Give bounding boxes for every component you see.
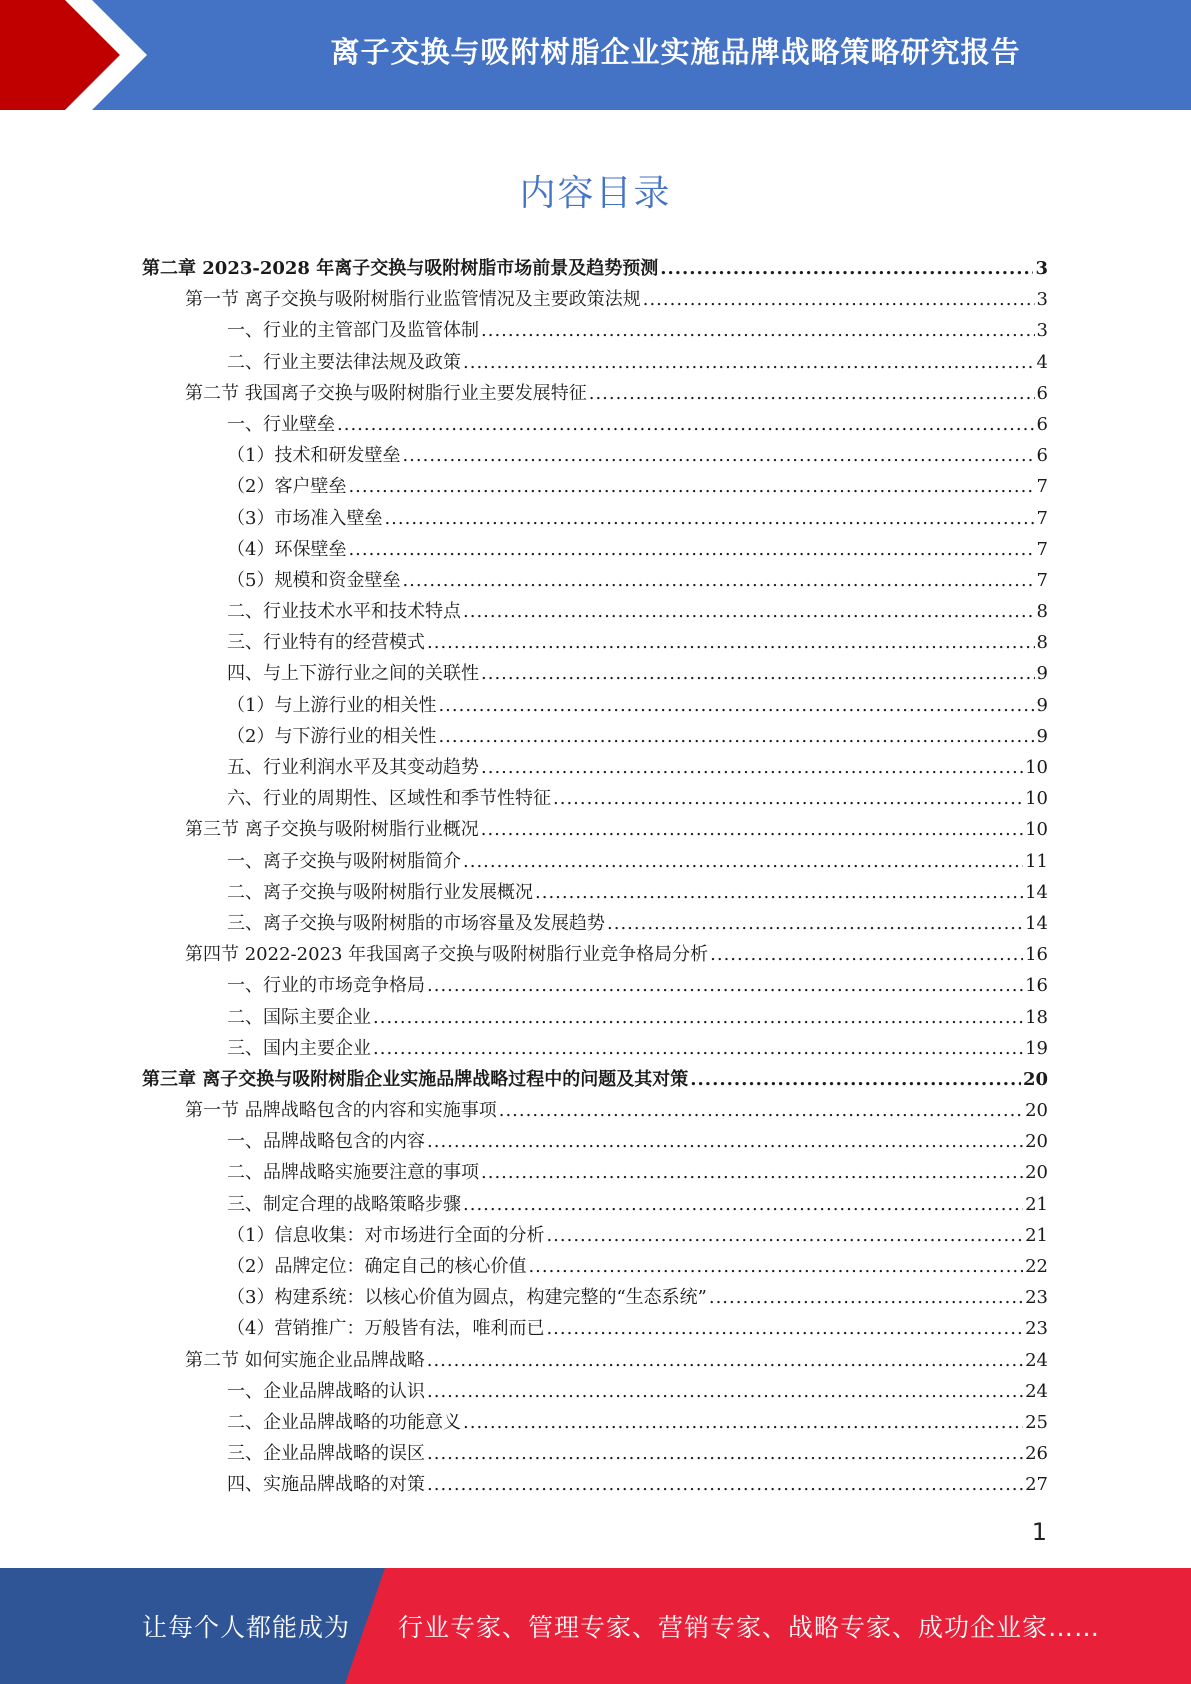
toc-entry-page: 10: [1025, 788, 1048, 810]
toc-entry-title: 三、国内主要企业: [227, 1037, 371, 1059]
toc-entry-page: 9: [1036, 694, 1048, 716]
toc-entry[interactable]: [142, 1377, 1048, 1408]
toc-entry-page: 20: [1025, 1131, 1048, 1153]
toc-leader-dots: [463, 851, 1023, 872]
toc-entry-page: 20: [1022, 1068, 1048, 1090]
toc-leader-dots: [607, 913, 1023, 934]
toc-entry[interactable]: [142, 1096, 1048, 1127]
toc-entry-page: 27: [1025, 1474, 1048, 1496]
toc-entry-page: 10: [1025, 819, 1048, 841]
toc-leader-dots: [402, 445, 1034, 466]
toc-entry-title: 第一节 离子交换与吸附树脂行业监管情况及主要政策法规: [185, 289, 641, 311]
toc-entry-page: 3: [1035, 258, 1048, 279]
toc-entry[interactable]: [142, 597, 1048, 628]
toc-leader-dots: [427, 975, 1023, 996]
toc-entry[interactable]: [142, 1283, 1048, 1314]
toc-entry[interactable]: [142, 971, 1048, 1002]
toc-entry-title: 六、行业的周期性、区域性和季节性特征: [227, 788, 551, 810]
toc-entry-title: 一、行业的市场竞争格局: [227, 975, 425, 997]
toc-leader-dots: [463, 1194, 1023, 1215]
toc-entry-page: 24: [1025, 1349, 1048, 1371]
toc-entry-title: （1）技术和研发壁垒: [227, 445, 401, 467]
toc-entry-title: 第二章 2023-2028 年离子交换与吸附树脂市场前景及趋势预测: [142, 258, 659, 279]
toc-entry-title: （1）与上游行业的相关性: [227, 694, 437, 716]
toc-entry-title: 第一节 品牌战略包含的内容和实施事项: [185, 1100, 497, 1122]
toc-entry-page: 8: [1036, 632, 1048, 654]
header-chevron-icon: [0, 0, 160, 110]
toc-entry[interactable]: [142, 628, 1048, 659]
toc-entry-page: 22: [1025, 1256, 1048, 1277]
toc-entry-title: 二、离子交换与吸附树脂行业发展概况: [227, 881, 533, 903]
toc-entry-title: 第二节 如何实施企业品牌战略: [185, 1349, 425, 1371]
toc-entry-page: 7: [1036, 538, 1048, 560]
toc-entry[interactable]: [142, 1158, 1048, 1189]
page-header: [0, 0, 1191, 110]
page-number: 1: [1031, 1518, 1047, 1546]
table-of-contents: [142, 254, 1048, 1502]
toc-leader-dots: [463, 601, 1035, 622]
toc-entry-page: 7: [1036, 476, 1048, 498]
toc-leader-dots: [546, 1225, 1023, 1246]
toc-entry-title: （3）构建系统：以核心价值为圆点，构建完整的“生态系统”: [227, 1287, 707, 1309]
toc-entry-page: 23: [1025, 1318, 1048, 1340]
toc-leader-dots: [427, 1350, 1023, 1371]
toc-leader-dots: [427, 1474, 1023, 1495]
toc-entry-title: （4）环保壁垒: [227, 538, 347, 560]
toc-entry-page: 16: [1025, 975, 1048, 997]
toc-entry-title: （4）营销推广：万般皆有法，唯利而已: [227, 1318, 545, 1340]
toc-entry-title: 二、国际主要企业: [227, 1006, 371, 1028]
toc-entry[interactable]: [142, 878, 1048, 909]
toc-entry-page: 6: [1036, 413, 1048, 435]
toc-entry-title: 五、行业利润水平及其变动趋势: [227, 757, 479, 778]
toc-leader-dots: [402, 570, 1034, 591]
toc-entry[interactable]: [142, 1003, 1048, 1034]
toc-leader-dots: [337, 414, 1035, 435]
toc-entry[interactable]: [142, 566, 1048, 597]
toc-entry[interactable]: [142, 815, 1048, 846]
toc-entry-page: 3: [1036, 289, 1048, 311]
toc-leader-dots: [709, 1287, 1023, 1308]
toc-leader-dots: [348, 539, 1034, 560]
toc-leader-dots: [373, 1038, 1023, 1059]
toc-leader-dots: [463, 352, 1035, 373]
toc-entry[interactable]: [142, 1221, 1048, 1252]
toc-heading: 内容目录: [519, 173, 672, 214]
toc-entry[interactable]: [142, 1470, 1048, 1501]
toc-entry-page: 25: [1025, 1411, 1048, 1433]
toc-leader-dots: [546, 1318, 1023, 1339]
toc-entry-page: 7: [1036, 569, 1048, 591]
toc-leader-dots: [427, 1131, 1023, 1152]
toc-entry[interactable]: [142, 847, 1048, 878]
report-title: 离子交换与吸附树脂企业实施品牌战略策略研究报告: [330, 34, 1021, 69]
toc-entry-title: 一、品牌战略包含的内容: [227, 1131, 425, 1153]
toc-entry-title: 二、行业主要法律法规及政策: [227, 351, 461, 373]
toc-leader-dots: [481, 320, 1035, 341]
toc-entry-page: 21: [1025, 1224, 1048, 1246]
toc-entry[interactable]: [142, 379, 1048, 410]
toc-entry[interactable]: [142, 348, 1048, 379]
toc-entry[interactable]: [142, 410, 1048, 441]
toc-entry-page: 10: [1025, 757, 1048, 778]
toc-entry-page: 21: [1025, 1193, 1048, 1215]
toc-entry[interactable]: [142, 472, 1048, 503]
toc-entry-page: 8: [1036, 601, 1048, 623]
toc-leader-dots: [481, 757, 1023, 778]
toc-entry[interactable]: [142, 691, 1048, 722]
toc-entry[interactable]: [142, 1127, 1048, 1158]
toc-entry[interactable]: [142, 753, 1048, 784]
toc-entry-page: 6: [1036, 445, 1048, 467]
toc-entry-title: 第二节 我国离子交换与吸附树脂行业主要发展特征: [185, 382, 587, 404]
toc-entry-title: 三、离子交换与吸附树脂的市场容量及发展趋势: [227, 912, 605, 934]
toc-leader-dots: [553, 788, 1023, 809]
toc-entry-title: 第三节 离子交换与吸附树脂行业概况: [185, 819, 479, 841]
toc-entry-page: 9: [1036, 663, 1048, 685]
toc-leader-dots: [535, 882, 1023, 903]
toc-entry-title: （1）信息收集：对市场进行全面的分析: [227, 1224, 545, 1246]
toc-entry-title: 第四节 2022-2023 年我国离子交换与吸附树脂行业竞争格局分析: [185, 944, 709, 966]
toc-entry[interactable]: [142, 254, 1048, 285]
toc-entry-title: 四、与上下游行业之间的关联性: [227, 663, 479, 685]
toc-entry-title: 二、品牌战略实施要注意的事项: [227, 1162, 479, 1184]
toc-entry[interactable]: [142, 1034, 1048, 1065]
toc-entry[interactable]: [142, 909, 1048, 940]
toc-entry-page: 11: [1025, 850, 1048, 872]
toc-entry-title: （3）市场准入壁垒: [227, 507, 383, 529]
toc-entry-page: 26: [1025, 1443, 1048, 1465]
toc-entry-page: 14: [1025, 912, 1048, 934]
toc-entry-title: 三、行业特有的经营模式: [227, 632, 425, 654]
toc-entry[interactable]: [142, 1408, 1048, 1439]
toc-entry-page: 14: [1025, 881, 1048, 903]
page-footer: [0, 1568, 1191, 1684]
toc-entry-title: 二、行业技术水平和技术特点: [227, 601, 461, 623]
toc-entry-page: 3: [1036, 320, 1048, 342]
toc-entry[interactable]: [142, 1346, 1048, 1377]
toc-entry[interactable]: [142, 940, 1048, 971]
toc-entry-title: （2）与下游行业的相关性: [227, 725, 437, 747]
toc-leader-dots: [499, 1100, 1023, 1121]
toc-leader-dots: [589, 383, 1035, 404]
toc-entry-page: 18: [1025, 1006, 1048, 1028]
toc-entry-title: 二、企业品牌战略的功能意义: [227, 1411, 461, 1433]
toc-leader-dots: [427, 1381, 1023, 1402]
toc-entry-title: 第三章 离子交换与吸附树脂企业实施品牌战略过程中的问题及其对策: [142, 1068, 689, 1090]
toc-leader-dots: [373, 1007, 1023, 1028]
toc-entry-title: 一、离子交换与吸附树脂简介: [227, 850, 461, 872]
toc-entry[interactable]: [142, 504, 1048, 535]
toc-entry[interactable]: [142, 722, 1048, 753]
toc-leader-dots: [481, 819, 1023, 840]
toc-entry-page: 9: [1036, 725, 1048, 747]
toc-entry-title: 一、企业品牌战略的认识: [227, 1380, 425, 1402]
toc-leader-dots: [481, 663, 1035, 684]
toc-entry-title: （2）客户壁垒: [227, 476, 347, 498]
toc-leader-dots: [660, 258, 1033, 279]
toc-entry[interactable]: [142, 1252, 1048, 1283]
toc-entry-page: 4: [1036, 351, 1048, 373]
toc-entry-page: 6: [1036, 382, 1048, 404]
toc-entry[interactable]: [142, 316, 1048, 347]
toc-leader-dots: [427, 632, 1035, 653]
toc-entry-title: 三、制定合理的战略策略步骤: [227, 1193, 461, 1215]
toc-leader-dots: [348, 476, 1034, 497]
toc-entry-title: （5）规模和资金壁垒: [227, 569, 401, 591]
toc-leader-dots: [481, 1162, 1023, 1183]
toc-entry-title: 三、企业品牌战略的误区: [227, 1443, 425, 1465]
toc-entry[interactable]: [142, 285, 1048, 316]
toc-leader-dots: [438, 695, 1034, 716]
toc-leader-dots: [384, 508, 1034, 529]
toc-entry-page: 19: [1025, 1037, 1048, 1059]
toc-entry-page: 24: [1025, 1380, 1048, 1402]
toc-entry-page: 16: [1025, 944, 1048, 966]
toc-entry[interactable]: [142, 659, 1048, 690]
toc-entry[interactable]: [142, 535, 1048, 566]
toc-leader-dots: [427, 1443, 1023, 1464]
toc-entry[interactable]: [142, 441, 1048, 472]
toc-leader-dots: [690, 1069, 1021, 1090]
toc-entry-page: 20: [1025, 1100, 1048, 1122]
toc-entry[interactable]: [142, 1439, 1048, 1470]
footer-slogan-left: 让每个人都能成为: [142, 1613, 351, 1642]
toc-entry[interactable]: [142, 1190, 1048, 1221]
toc-leader-dots: [463, 1412, 1023, 1433]
toc-entry-title: 一、行业壁垒: [227, 413, 335, 435]
toc-entry-page: 20: [1025, 1162, 1048, 1184]
toc-entry-title: 四、实施品牌战略的对策: [227, 1474, 425, 1496]
toc-entry[interactable]: [142, 784, 1048, 815]
toc-leader-dots: [710, 944, 1023, 965]
toc-leader-dots: [438, 726, 1034, 747]
toc-leader-dots: [643, 289, 1035, 310]
footer-slogan-right: 行业专家、管理专家、营销专家、战略专家、成功企业家……: [398, 1613, 1101, 1642]
toc-entry-title: （2）品牌定位：确定自己的核心价值: [227, 1256, 527, 1277]
toc-entry-page: 23: [1025, 1287, 1048, 1309]
toc-entry[interactable]: [142, 1065, 1048, 1096]
toc-entry[interactable]: [142, 1314, 1048, 1345]
toc-entry-page: 7: [1036, 507, 1048, 529]
toc-entry-title: 一、行业的主管部门及监管体制: [227, 320, 479, 342]
toc-leader-dots: [528, 1256, 1023, 1277]
